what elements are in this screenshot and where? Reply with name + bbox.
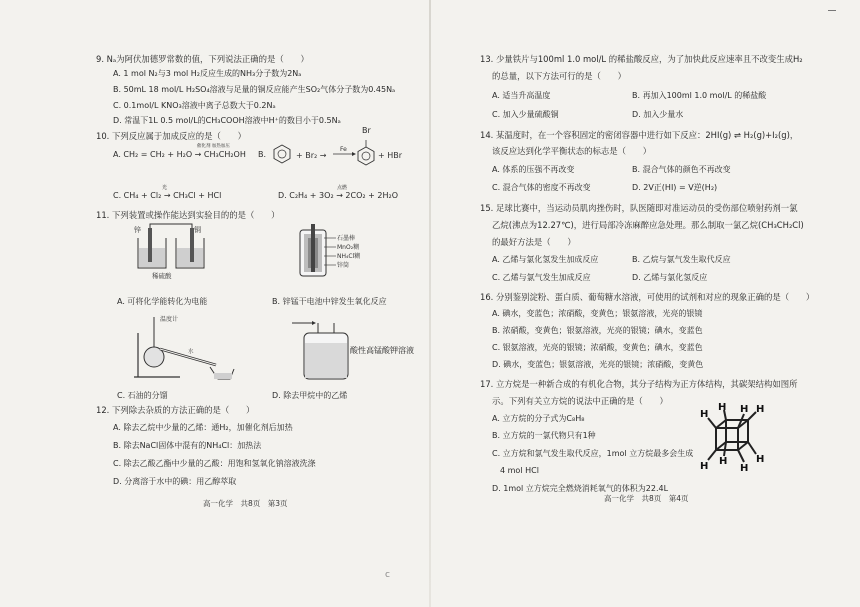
right-footer: 高一化学 共8页 第4页 bbox=[604, 494, 689, 503]
q17-stem-line2: 示。下列有关立方烷的说法中正确的是（ ） bbox=[492, 396, 668, 406]
q9-stem: 9. Nₐ为阿伏加德罗常数的值，下列说法正确的是（ ） bbox=[96, 54, 309, 64]
q15-stem-line1: 15. 足球比赛中，当运动员肌肉挫伤时，队医随即对准运动员的受伤部位喷射药剂一氯 bbox=[480, 203, 798, 213]
q13-option-b: B. 再加入100ml 1.0 mol/L 的稀盐酸 bbox=[632, 91, 767, 100]
q17-option-c-line2: 4 mol HCl bbox=[500, 466, 539, 475]
q9-option-c: C. 0.1mol/L KNO₃溶液中离子总数大于0.2Nₐ bbox=[113, 101, 276, 110]
q10-option-d: D. C₂H₄ + 3O₂ → 2CO₂ + 2H₂O bbox=[278, 191, 399, 200]
q14-option-b: B. 混合气体的颜色不再改变 bbox=[632, 165, 731, 174]
q15-option-b: B. 乙烷与氯气发生取代反应 bbox=[632, 255, 731, 264]
water-label: 水 bbox=[188, 349, 194, 355]
q11-fig-b bbox=[290, 222, 380, 280]
q11-fig-a bbox=[130, 222, 220, 280]
q17-stem-line1: 17. 立方烷是一种新合成的有机化合物，其分子结构为正方体结构，其碳架结构如图所 bbox=[480, 379, 798, 389]
q15-option-a: A. 乙烯与氯化氢发生加成反应 bbox=[492, 255, 599, 264]
q11-option-d: D. 除去甲烷中的乙烯 bbox=[272, 391, 348, 400]
h-atom-2: H bbox=[718, 402, 727, 413]
q10-b-product: + HBr bbox=[378, 151, 403, 160]
q11-fig-d bbox=[290, 313, 414, 383]
nh4cl-label: NH₄Cl糊 bbox=[337, 253, 361, 260]
q15-stem-line2: 乙烷(沸点为12.27℃)，进行局部冷冻麻醉应急处理。那么制取一氯乙烷(CH₃CH₂Cl) bbox=[492, 220, 804, 230]
h-atom-5: H bbox=[700, 461, 709, 472]
q10-option-c: C. CH₄ + Cl₂ → CH₃Cl + HCl bbox=[113, 191, 222, 200]
q9-option-b: B. 50mL 18 mol/L H₂SO₄溶液与足量的铜反应能产生SO₂气体分子数为0.45Nₐ bbox=[113, 85, 396, 94]
h-atom-1: H bbox=[700, 409, 709, 420]
q10-c-condition: 光 bbox=[162, 185, 168, 191]
q12-option-d: D. 分离溶于水中的碘：用乙醇萃取 bbox=[113, 477, 237, 486]
q10-b-br-label: Br bbox=[362, 126, 371, 135]
q10-b-eq-text: + Br₂ → bbox=[296, 151, 327, 160]
q10-a-condition: 催化剂 加热加压 bbox=[197, 144, 230, 149]
kmno4-label: 酸性高锰酸钾溶液 bbox=[350, 346, 414, 355]
q13-option-a: A. 适当升高温度 bbox=[492, 91, 551, 100]
q17-option-d: D. 1mol 立方烷完全燃烧消耗氧气的体积为22.4L bbox=[492, 484, 669, 493]
h-atom-3: H bbox=[740, 404, 749, 415]
q16-stem: 16. 分别鉴别淀粉、蛋白质、葡萄糖水溶液，可使用的试剂和对应的现象正确的是（ ） bbox=[480, 292, 815, 302]
left-footer: 高一化学 共8页 第3页 bbox=[203, 499, 288, 508]
q13-option-d: D. 加入少量水 bbox=[632, 110, 684, 119]
graphite-label: 石墨棒 bbox=[337, 235, 356, 242]
q13-option-c: C. 加入少量硫酸铜 bbox=[492, 110, 559, 119]
q15-stem-line3: 的最好方法是（ ） bbox=[492, 237, 576, 247]
q16-option-a: A. 碘水，变蓝色；浓硝酸，变黄色；银氨溶液，光亮的银镜 bbox=[492, 309, 703, 318]
q11-stem: 11. 下列装置或操作能达到实验目的的是（ ） bbox=[96, 210, 280, 220]
q14-option-d: D. 2V正(HI) = V逆(H₂) bbox=[632, 183, 718, 192]
scan-mark: c bbox=[385, 570, 390, 580]
q11-option-a: A. 可将化学能转化为电能 bbox=[117, 297, 208, 306]
q10-stem: 10. 下列反应属于加成反应的是（ ） bbox=[96, 131, 246, 141]
right-page bbox=[430, 0, 860, 607]
q12-option-c: C. 除去乙酸乙酯中少量的乙酸：用饱和氢氧化钠溶液洗涤 bbox=[113, 459, 316, 468]
q12-stem: 12. 下列除去杂质的方法正确的是（ ） bbox=[96, 405, 255, 415]
q14-stem-line1: 14. 某温度时，在一个容积固定的密闭容器中进行如下反应：2HI(g) ⇌ H₂(g)+I₂(g)， bbox=[480, 130, 799, 140]
q11-fig-c bbox=[130, 313, 240, 383]
q10-d-condition: 点燃 bbox=[337, 185, 348, 191]
q9-option-a: A. 1 mol N₂与3 mol H₂反应生成的NH₃分子数为2Nₐ bbox=[113, 69, 302, 78]
q10-b-catalyst: Fe bbox=[340, 146, 347, 153]
q10-option-b: B. bbox=[258, 150, 267, 159]
copper-label: 铜 bbox=[194, 226, 201, 234]
h-atom-6: H bbox=[740, 463, 749, 474]
cubane-structure bbox=[698, 400, 768, 474]
q10-option-a: A. CH₂ = CH₂ + H₂O → CH₃CH₂OH bbox=[113, 150, 246, 159]
h-atom-4: H bbox=[756, 404, 765, 415]
q16-option-d: D. 碘水，变蓝色；银氨溶液，光亮的银镜；浓硝酸，变黄色 bbox=[492, 360, 704, 369]
q14-option-c: C. 混合气体的密度不再改变 bbox=[492, 183, 591, 192]
mno2-label: MnO₂糊 bbox=[337, 244, 360, 251]
q17-option-a: A. 立方烷的分子式为C₈H₈ bbox=[492, 414, 585, 423]
q15-option-d: D. 乙烯与氯化氢反应 bbox=[632, 273, 708, 282]
acid-label: 稀硫酸 bbox=[152, 272, 172, 280]
q12-option-a: A. 除去乙烷中少量的乙烯：通H₂，加催化剂后加热 bbox=[113, 423, 293, 432]
q13-stem-line2: 的总量，以下方法可行的是（ ） bbox=[492, 71, 626, 81]
q14-option-a: A. 体系的压强不再改变 bbox=[492, 165, 575, 174]
thermometer-label: 温度计 bbox=[160, 316, 179, 323]
q16-option-c: C. 银氨溶液，光亮的银镜；浓硝酸，变黄色；碘水，变蓝色 bbox=[492, 343, 703, 352]
q17-option-b: B. 立方烷的一氯代物只有1种 bbox=[492, 431, 596, 440]
q11-option-c: C. 石油的分馏 bbox=[117, 391, 168, 400]
q12-option-b: B. 除去NaCl固体中混有的NH₄Cl：加热法 bbox=[113, 441, 262, 450]
q10-b-equation bbox=[270, 140, 420, 170]
h-atom-7: H bbox=[756, 454, 765, 465]
q16-option-b: B. 浓硝酸，变黄色；银氨溶液，光亮的银镜；碘水，变蓝色 bbox=[492, 326, 703, 335]
q14-stem-line2: 该反应达到化学平衡状态的标志是（ ） bbox=[492, 146, 652, 156]
q11-option-b: B. 锌锰干电池中锌发生氧化反应 bbox=[272, 297, 387, 306]
zinc-label: 锌 bbox=[134, 226, 141, 234]
h-atom-8: H bbox=[719, 456, 728, 467]
q13-stem-line1: 13. 少量铁片与100ml 1.0 mol/L 的稀盐酸反应，为了加快此反应速率且不改变生成H₂ bbox=[480, 54, 803, 64]
zn-can-label: 锌筒 bbox=[337, 262, 350, 269]
q9-option-d: D. 常温下1L 0.5 mol/L的CH₃COOH溶液中H⁺的数目小于0.5Nₐ bbox=[113, 116, 341, 125]
q15-option-c: C. 乙烯与氯气发生加成反应 bbox=[492, 273, 591, 282]
q17-option-c-line1: C. 立方烷和氯气发生取代反应，1mol 立方烷最多会生成 bbox=[492, 449, 694, 458]
